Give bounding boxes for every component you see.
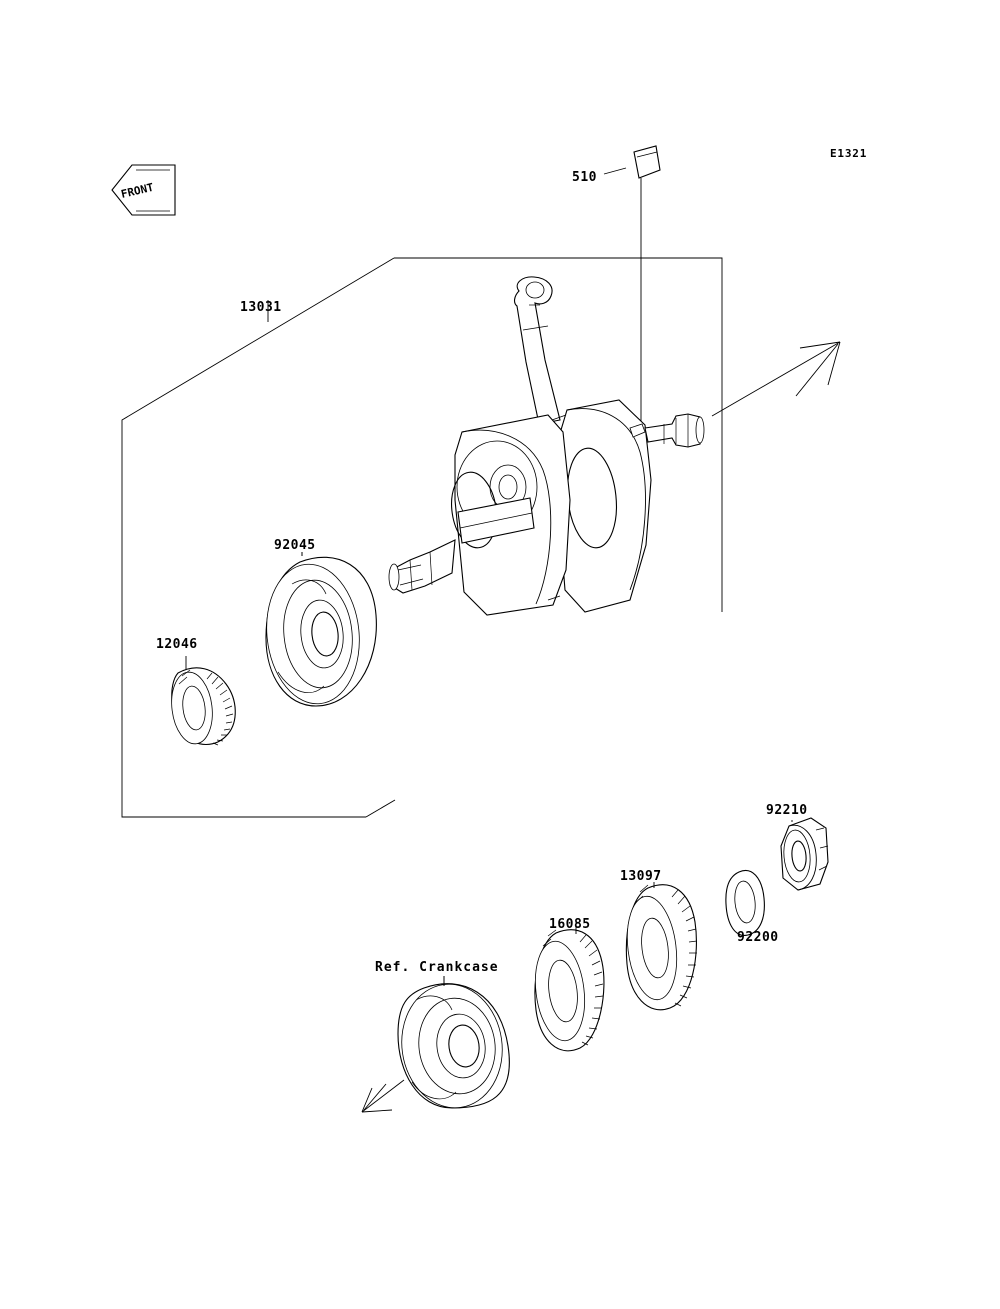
- assembly-direction-arrow-lower: [362, 1080, 404, 1112]
- part-label-92045: 92045: [274, 538, 316, 553]
- part-12046-sprocket: [168, 668, 236, 746]
- reference-crankcase-label: Ref. Crankcase: [375, 960, 499, 975]
- part-label-510: 510: [572, 170, 597, 185]
- part-510-key: [604, 146, 660, 424]
- part-13031-crankshaft: [389, 277, 704, 615]
- svg-text:FRONT: FRONT: [119, 180, 155, 201]
- part-92200-washer: [726, 870, 765, 935]
- figure-code-label: E1321: [830, 147, 868, 160]
- part-label-13097: 13097: [620, 869, 662, 884]
- part-label-92210: 92210: [766, 803, 808, 818]
- assembly-direction-arrow-upper: [712, 342, 840, 416]
- part-label-92200: 92200: [737, 930, 779, 945]
- part-label-12046: 12046: [156, 637, 198, 652]
- part-label-16085: 16085: [549, 917, 591, 932]
- part-92045-bearing: [260, 552, 376, 708]
- part-16085-gear: [530, 930, 604, 1051]
- front-arrow-icon: [112, 165, 175, 215]
- ref-crankcase-bearing: [394, 976, 510, 1114]
- part-13097-gear: [622, 885, 697, 1010]
- part-label-13031: 13031: [240, 300, 282, 315]
- part-92210-nut: [781, 818, 828, 890]
